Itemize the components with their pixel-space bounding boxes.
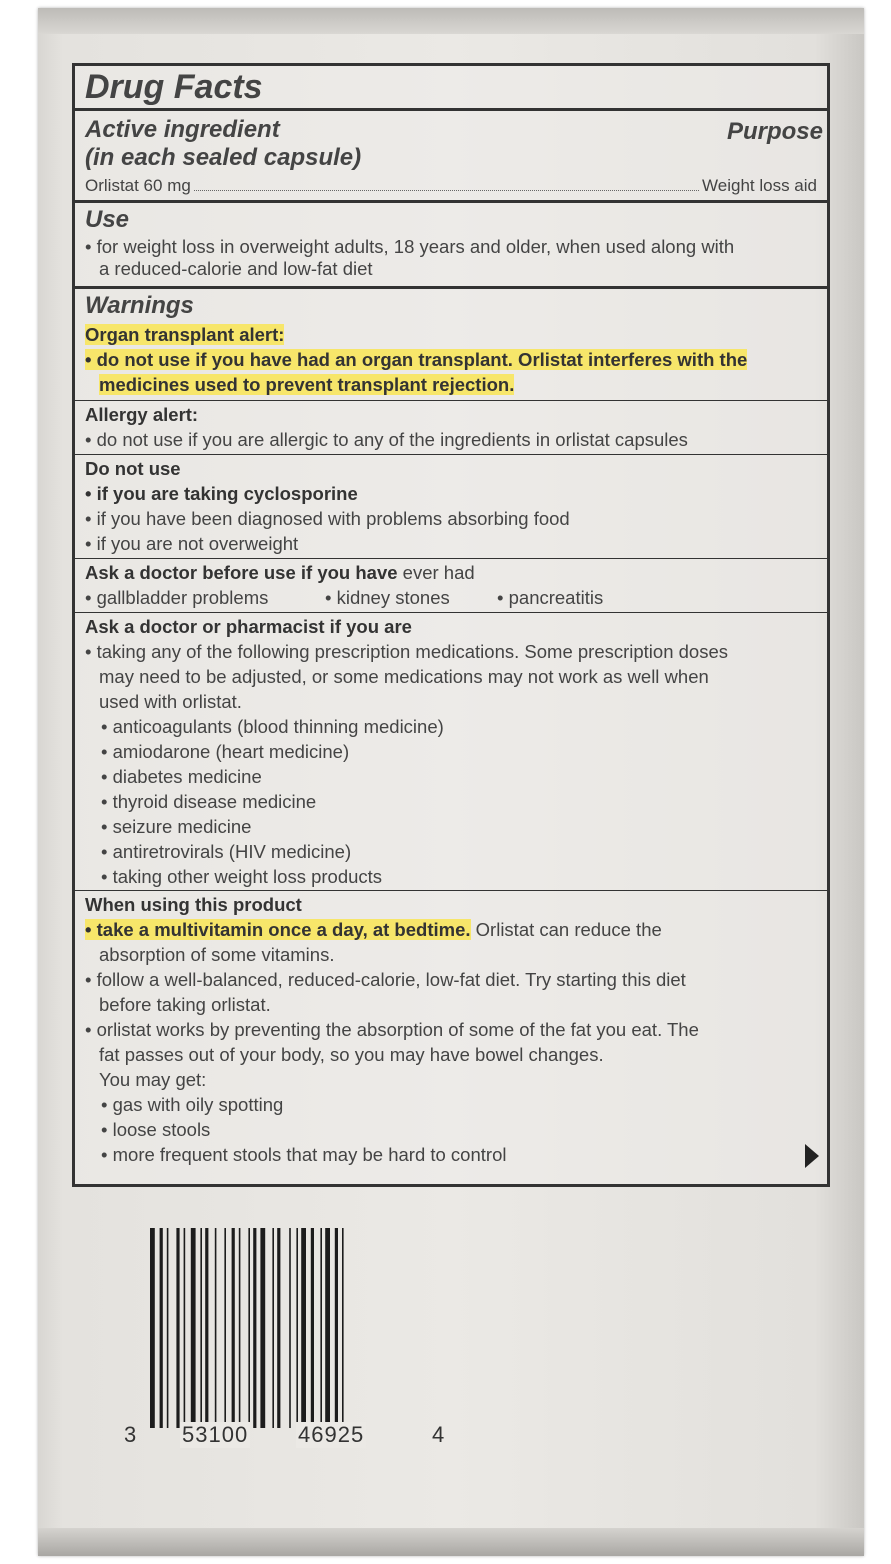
use-header: Use: [85, 206, 130, 233]
barcode-bar: [272, 1228, 274, 1428]
diet-line: • follow a well-balanced, reduced-calorie, low-fat diet. Try starting this diet: [85, 969, 686, 990]
ask-doctor-item: • pancreatitis: [497, 587, 604, 608]
do-not-use-item: • if you are taking cyclosporine: [85, 483, 358, 504]
barcode-digits-group1: 53100: [182, 1422, 249, 1447]
allergy-header: Allergy alert:: [85, 404, 199, 425]
barcode-bar: [325, 1228, 330, 1428]
active-ingredient-section: [85, 116, 817, 196]
multivitamin-highlight: • take a multivitamin once a day, at bedtime.: [85, 919, 471, 940]
when-using-section: [85, 892, 817, 1167]
barcode-bar: [184, 1228, 186, 1428]
ask-pharmacist-line: may need to be adjusted, or some medications may not work as well when: [99, 666, 709, 687]
effect-item: • loose stools: [101, 1119, 211, 1140]
divider: [75, 454, 827, 455]
divider: [75, 286, 827, 289]
medication-item: • seizure medicine: [101, 816, 252, 837]
works-line: • orlistat works by preventing the absorption of some of the fat you eat. The: [85, 1019, 699, 1040]
barcode-bar: [301, 1228, 306, 1428]
barcode-bar: [167, 1228, 169, 1428]
barcode-bar: [289, 1228, 291, 1428]
warnings-section: [85, 292, 817, 397]
diet-line: before taking orlistat.: [99, 994, 271, 1015]
ask-doctor-item: • kidney stones: [325, 587, 450, 608]
active-ingredient-sub: (in each sealed capsule): [85, 144, 362, 171]
divider: [75, 108, 827, 111]
barcode-digits-group2: 46925: [298, 1422, 365, 1447]
barcode-bar: [311, 1228, 314, 1428]
when-using-header: When using this product: [85, 894, 302, 915]
warnings-header: Warnings: [85, 292, 194, 319]
allergy-section: [85, 402, 817, 452]
barcode-bar: [248, 1228, 250, 1428]
effect-item: • more frequent stools that may be hard to control: [101, 1144, 507, 1165]
drug-facts-content: [85, 66, 817, 108]
dotted-leader: [194, 190, 699, 191]
barcode-bar: [215, 1228, 217, 1428]
do-not-use-section: [85, 456, 817, 556]
purpose-header: Purpose: [726, 118, 823, 145]
barcode-bar: [335, 1228, 338, 1428]
ingredient-purpose: Weight loss aid: [702, 176, 817, 195]
works-line: fat passes out of your body, so you may have bowel changes.: [99, 1044, 604, 1065]
ask-pharmacist-section: [85, 614, 817, 889]
ask-doctor-items: [85, 585, 817, 610]
triangle-right-icon: [805, 1144, 819, 1168]
barcode-bar: [320, 1228, 322, 1428]
medication-item: • thyroid disease medicine: [101, 791, 317, 812]
divider: [75, 200, 827, 203]
medication-item: • diabetes medicine: [101, 766, 262, 787]
barcode-bar: [150, 1228, 155, 1428]
carton-bottom-edge: [38, 1528, 864, 1556]
divider: [75, 612, 827, 613]
medication-item: • antiretrovirals (HIV medicine): [101, 841, 352, 862]
medication-item: • anticoagulants (blood thinning medicine): [101, 716, 444, 737]
multivitamin-rest: Orlistat can reduce the: [470, 919, 662, 940]
barcode-bar: [224, 1228, 226, 1428]
barcode-bar: [260, 1228, 265, 1428]
active-ingredient-header: Active ingredient: [85, 116, 280, 143]
barcode-bar: [176, 1228, 179, 1428]
barcode: [150, 1228, 420, 1428]
barcode-bar: [232, 1228, 235, 1428]
barcode-bar: [239, 1228, 241, 1428]
do-not-use-item: • if you are not overweight: [85, 533, 299, 554]
medication-item: • amiodarone (heart medicine): [101, 741, 350, 762]
drug-facts-panel: [72, 63, 830, 1187]
barcode-digit-right: 4: [432, 1422, 445, 1447]
ask-doctor-header-rest: ever had: [397, 562, 475, 583]
medication-item: • taking other weight loss products: [101, 866, 383, 887]
drug-facts-title: Drug Facts: [85, 68, 263, 106]
organ-alert-line: • do not use if you have had an organ transplant. Orlistat interferes with the: [85, 349, 748, 370]
ask-doctor-section: [85, 560, 817, 610]
ask-doctor-item: • gallbladder problems: [85, 587, 269, 608]
may-get: You may get:: [99, 1069, 207, 1090]
barcode-bar: [277, 1228, 280, 1428]
allergy-line: • do not use if you are allergic to any of the ingredients in orlistat capsules: [85, 429, 688, 450]
ask-pharmacist-header: Ask a doctor or pharmacist if you are: [85, 616, 412, 637]
ask-pharmacist-line: used with orlistat.: [99, 691, 242, 712]
do-not-use-header: Do not use: [85, 458, 181, 479]
barcode-bar: [200, 1228, 202, 1428]
do-not-use-item: • if you have been diagnosed with problems absorbing food: [85, 508, 570, 529]
divider: [75, 558, 827, 559]
organ-alert-line: medicines used to prevent transplant rejection.: [99, 374, 515, 395]
use-line: a reduced-calorie and low-fat diet: [99, 258, 373, 279]
divider: [75, 890, 827, 891]
use-section: [85, 206, 817, 281]
barcode-digit-left: 3: [124, 1422, 137, 1447]
effect-item: • gas with oily spotting: [101, 1094, 284, 1115]
organ-alert-header: Organ transplant alert:: [85, 324, 285, 345]
ask-doctor-header: Ask a doctor before use if you have: [85, 562, 398, 583]
ask-pharmacist-line: • taking any of the following prescription medications. Some prescription doses: [85, 641, 729, 662]
barcode-bar: [253, 1228, 256, 1428]
ingredient-name: Orlistat 60 mg: [85, 176, 191, 195]
use-line: • for weight loss in overweight adults, 18 years and older, when used along with: [85, 236, 735, 257]
multivitamin-line: absorption of some vitamins.: [99, 944, 335, 965]
carton-top-edge: [38, 8, 864, 34]
ingredient-row: [85, 176, 817, 196]
barcode-bar: [205, 1228, 208, 1428]
barcode-bar: [191, 1228, 196, 1428]
barcode-bar: [342, 1228, 344, 1428]
divider: [75, 400, 827, 401]
barcode-bar: [296, 1228, 298, 1428]
barcode-bar: [160, 1228, 163, 1428]
